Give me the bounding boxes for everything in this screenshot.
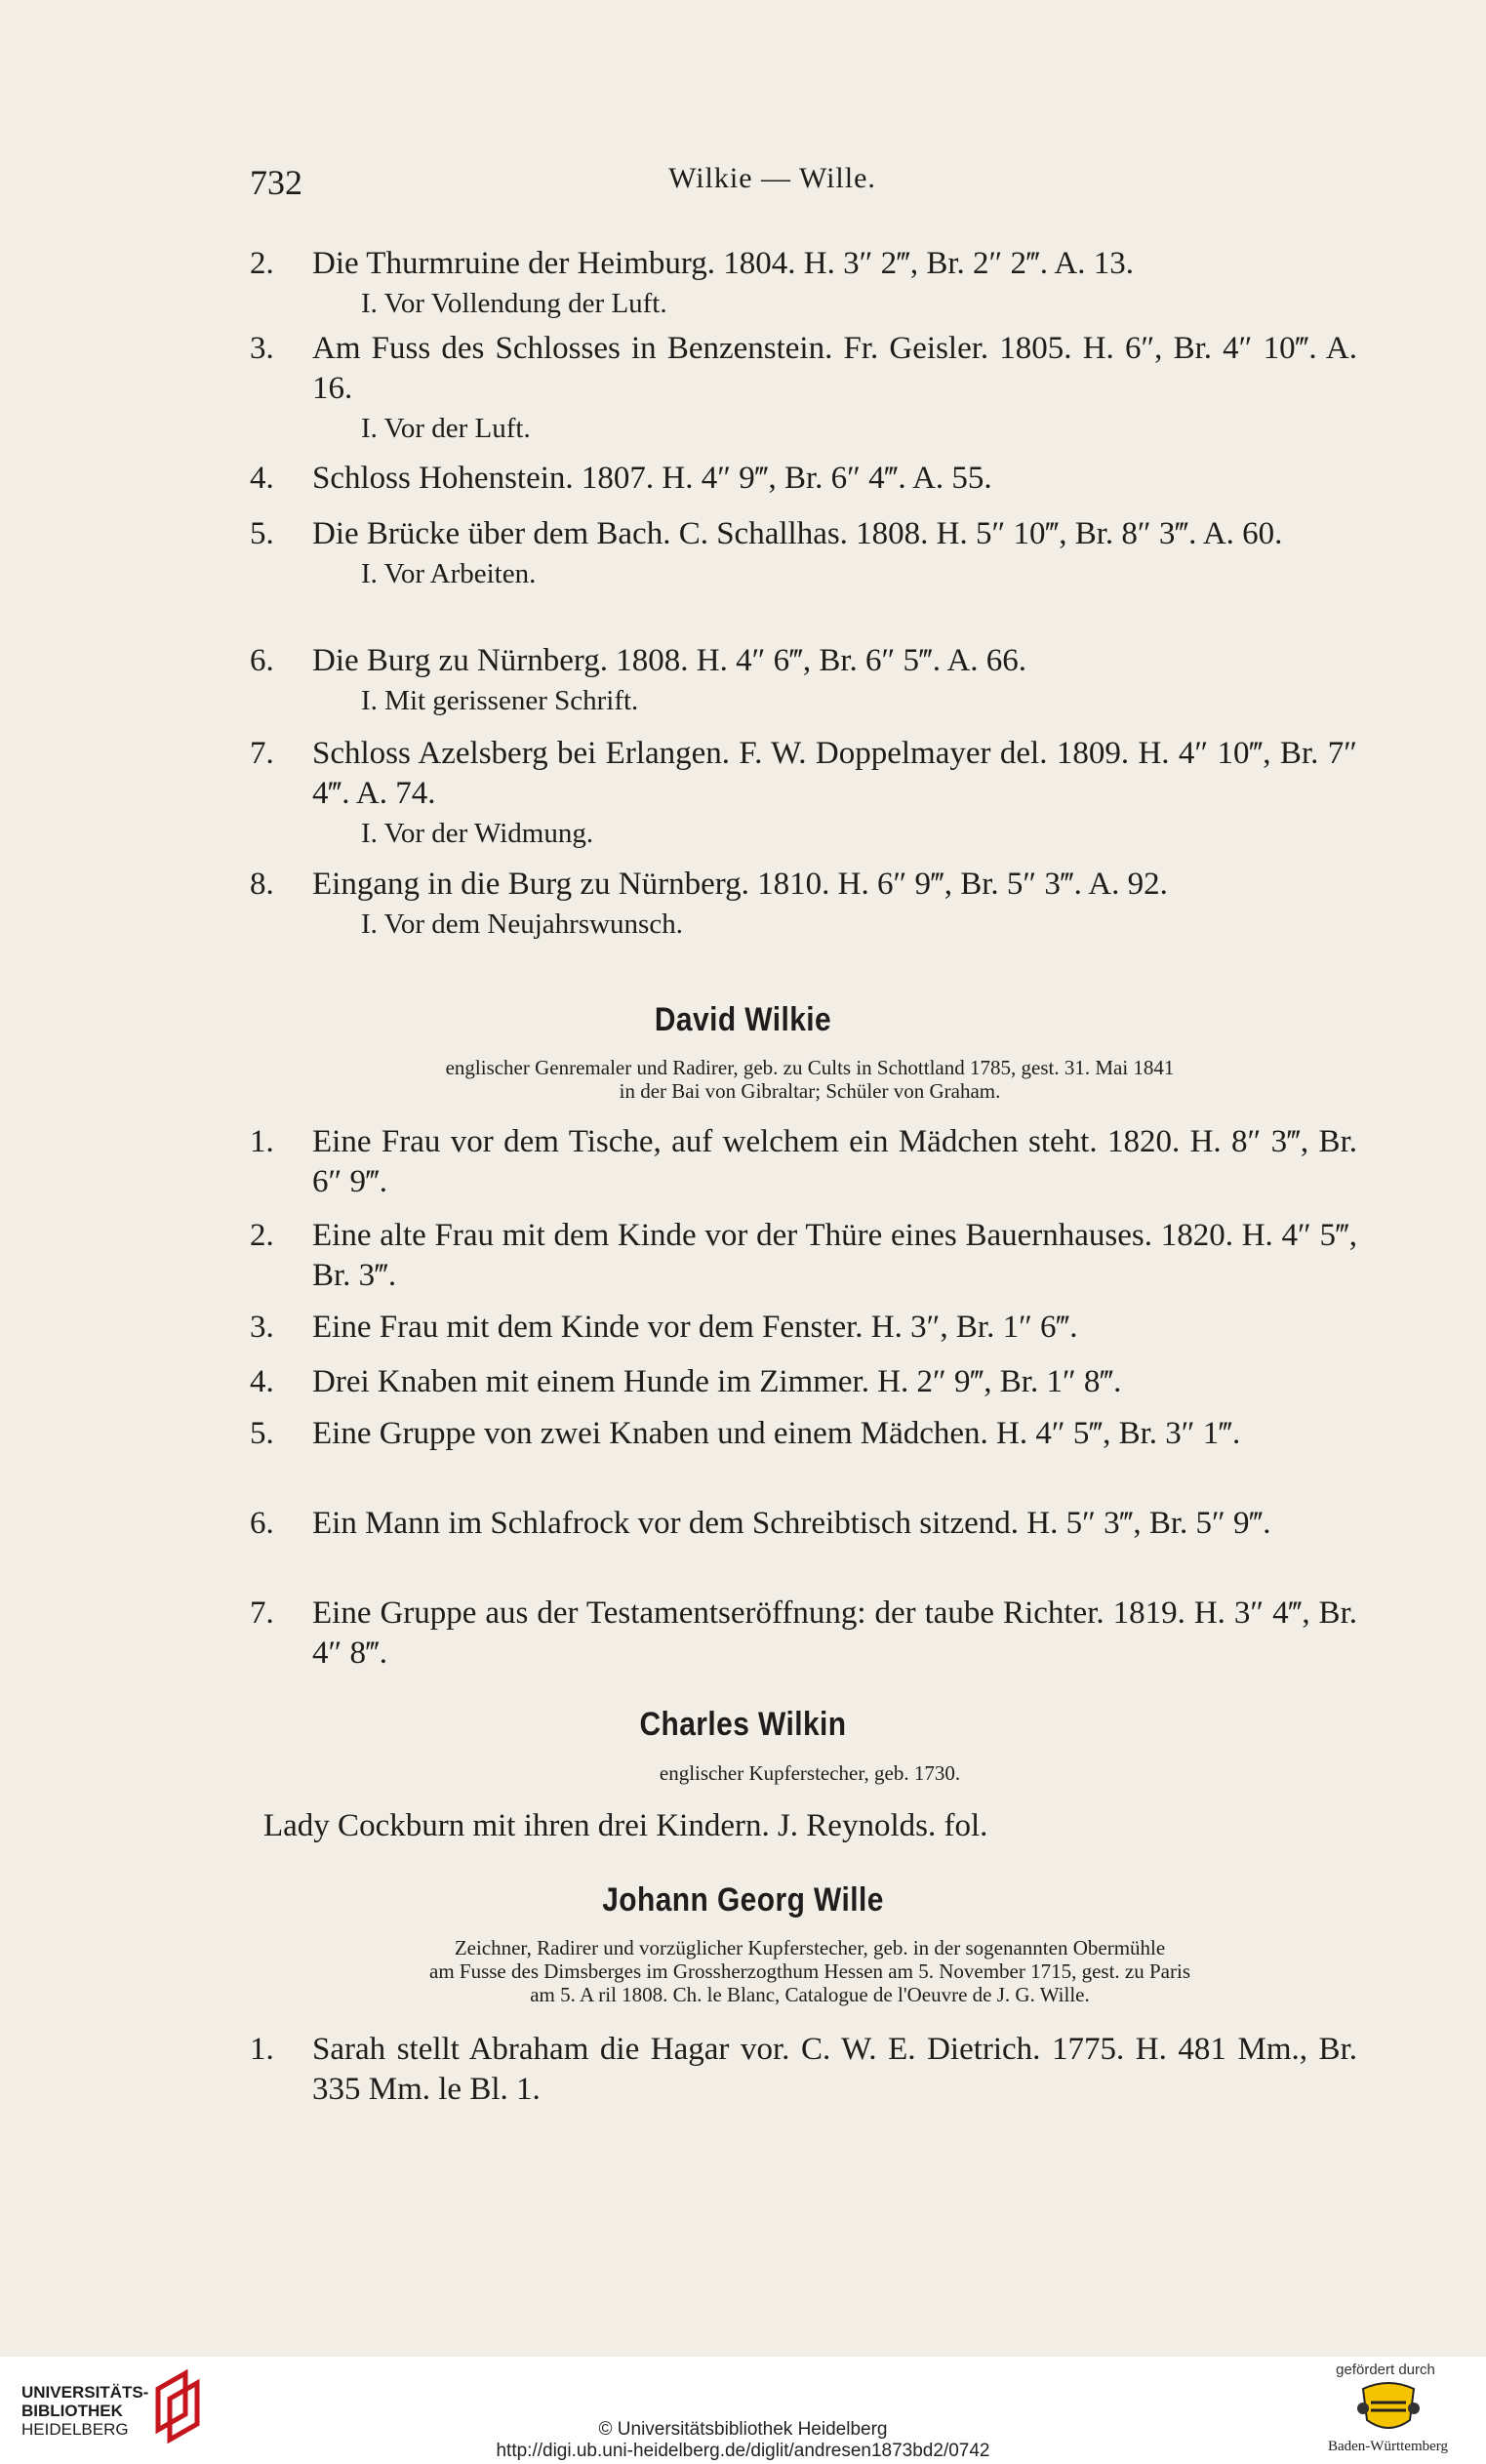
entry-state: I. Vor Arbeiten.	[361, 558, 537, 589]
artist-bio: Zeichner, Radirer und vorzüglicher Kupferstecher, geb. in der sogenannten Obermühle am Fusse des Dimsberges im Grossherzogthum Hessen am 5. November 1715, gest. zu Paris am 5. A ril 1808. Ch. le Blanc, Catalogue de l'Oeuvre de J. G. Wille.	[429, 1936, 1190, 2006]
catalog-entry	[250, 865, 1357, 944]
artist-bio: englischer Genremaler und Radirer, geb. zu Cults in Schottland 1785, gest. 31. Mai 1841 in der Bai von Gibraltar; Schüler von Graham.	[445, 1056, 1175, 1103]
entry-text: Sarah stellt Abraham die Hagar vor. C. W. E. Dietrich. 1775. H. 481 Mm., Br. 335 Mm. le Bl. 1.	[312, 2032, 1357, 2107]
entry-number: 7.	[250, 736, 274, 771]
entry-number: 2.	[250, 1218, 274, 1253]
catalog-entry	[250, 734, 1357, 853]
source-url[interactable]: http://digi.ub.uni-heidelberg.de/diglit/andresen1873bd2/0742	[496, 2441, 990, 2461]
entry-number: 7.	[250, 1596, 274, 1631]
state-crest-icon	[1355, 2381, 1422, 2436]
entry-text: Eine Gruppe aus der Testamentseröffnung: der taube Richter. 1819. H. 3″ 4‴, Br. 4″ 8‴.	[312, 1596, 1357, 1671]
artist-heading: David Wilkie	[654, 1001, 832, 1038]
catalog-entry	[250, 1122, 1357, 1202]
entry-number: 6.	[250, 1506, 274, 1541]
entry-text: Eine alte Frau mit dem Kinde vor der Thüre eines Bauernhauses. 1820. H. 4″ 5‴, Br. 3‴.	[312, 1218, 1357, 1293]
catalog-entry	[250, 244, 1357, 323]
entry-text: Eine Gruppe von zwei Knaben und einem Mädchen. H. 4″ 5‴, Br. 3″ 1‴.	[312, 1416, 1241, 1451]
entry-state: I. Vor dem Neujahrswunsch.	[361, 909, 683, 940]
entry-text: Drei Knaben mit einem Hunde im Zimmer. H. 2″ 9‴, Br. 1″ 8‴.	[312, 1364, 1122, 1399]
catalog-entry	[250, 1414, 1357, 1454]
catalog-entry	[250, 641, 1357, 720]
entry-text: Die Burg zu Nürnberg. 1808. H. 4″ 6‴, Br. 6″ 5‴. A. 66.	[312, 643, 1027, 678]
entry-state: I. Vor der Luft.	[361, 413, 531, 444]
entry-text: Lady Cockburn mit ihren drei Kindern. J. Reynolds. fol.	[263, 1808, 988, 1843]
entry-text: Die Thurmruine der Heimburg. 1804. H. 3″ 2‴, Br. 2″ 2‴. A. 13.	[312, 246, 1135, 281]
funding-label: gefördert durch	[1336, 2362, 1435, 2378]
entry-number: 1.	[250, 1124, 274, 1159]
catalog-entry	[250, 514, 1357, 593]
catalog-entry	[250, 1504, 1357, 1544]
library-logo-text: UNIVERSITÄTS- BIBLIOTHEK HEIDELBERG	[21, 2383, 149, 2439]
copyright-notice: © Universitätsbibliothek Heidelberg http://digi.ub.uni-heidelberg.de/diglit/andresen1873bd2/0742	[0, 2419, 1486, 2462]
entry-number: 3.	[250, 1310, 274, 1345]
entry-number: 2.	[250, 246, 274, 281]
catalog-entry	[250, 1216, 1357, 1296]
entry-state: I. Vor der Widmung.	[361, 818, 594, 849]
entry-text: Ein Mann im Schlafrock vor dem Schreibtisch sitzend. H. 5″ 3‴, Br. 5″ 9‴.	[312, 1506, 1271, 1541]
entry-number: 3.	[250, 331, 274, 366]
entry-text: Die Brücke über dem Bach. C. Schallhas. 1808. H. 5″ 10‴, Br. 8″ 3‴. A. 60.	[312, 516, 1283, 551]
artist-heading: Charles Wilkin	[639, 1706, 847, 1743]
catalog-entry	[263, 1806, 1371, 1846]
entry-number: 4.	[250, 1364, 274, 1399]
artist-bio: englischer Kupferstecher, geb. 1730.	[659, 1761, 961, 1785]
catalog-entry	[250, 1308, 1357, 1348]
entry-number: 4.	[250, 461, 274, 496]
entry-state: I. Vor Vollendung der Luft.	[361, 288, 667, 319]
entry-text: Am Fuss des Schlosses in Benzenstein. Fr. Geisler. 1805. H. 6″, Br. 4″ 10‴. A. 16.	[312, 331, 1357, 406]
entry-state: I. Mit gerissener Schrift.	[361, 685, 639, 716]
catalog-entry	[250, 459, 1357, 499]
catalog-entry	[250, 329, 1357, 448]
entry-number: 8.	[250, 867, 274, 902]
running-title: Wilkie — Wille.	[668, 162, 876, 194]
artist-heading: Johann Georg Wille	[602, 1881, 884, 1919]
catalog-entry	[250, 1362, 1357, 1402]
entry-number: 6.	[250, 643, 274, 678]
catalog-entry	[250, 2030, 1357, 2110]
entry-number: 5.	[250, 516, 274, 551]
entry-text: Schloss Azelsberg bei Erlangen. F. W. Doppelmayer del. 1809. H. 4″ 10‴, Br. 7″ 4‴. A. 74.	[312, 736, 1357, 811]
entry-text: Eine Frau vor dem Tische, auf welchem ein Mädchen steht. 1820. H. 8″ 3‴, Br. 6″ 9‴.	[312, 1124, 1357, 1199]
entry-text: Eingang in die Burg zu Nürnberg. 1810. H. 6″ 9‴, Br. 5″ 3‴. A. 92.	[312, 867, 1168, 902]
funder-name: Baden-Württemberg	[1327, 2439, 1448, 2454]
catalog-entry	[250, 1594, 1357, 1674]
entry-text: Schloss Hohenstein. 1807. H. 4″ 9‴, Br. 6″ 4‴. A. 55.	[312, 461, 992, 496]
entry-text: Eine Frau mit dem Kinde vor dem Fenster. H. 3″, Br. 1″ 6‴.	[312, 1310, 1078, 1345]
entry-number: 1.	[250, 2032, 274, 2067]
entry-number: 5.	[250, 1416, 274, 1451]
page-number: 732	[250, 163, 302, 202]
